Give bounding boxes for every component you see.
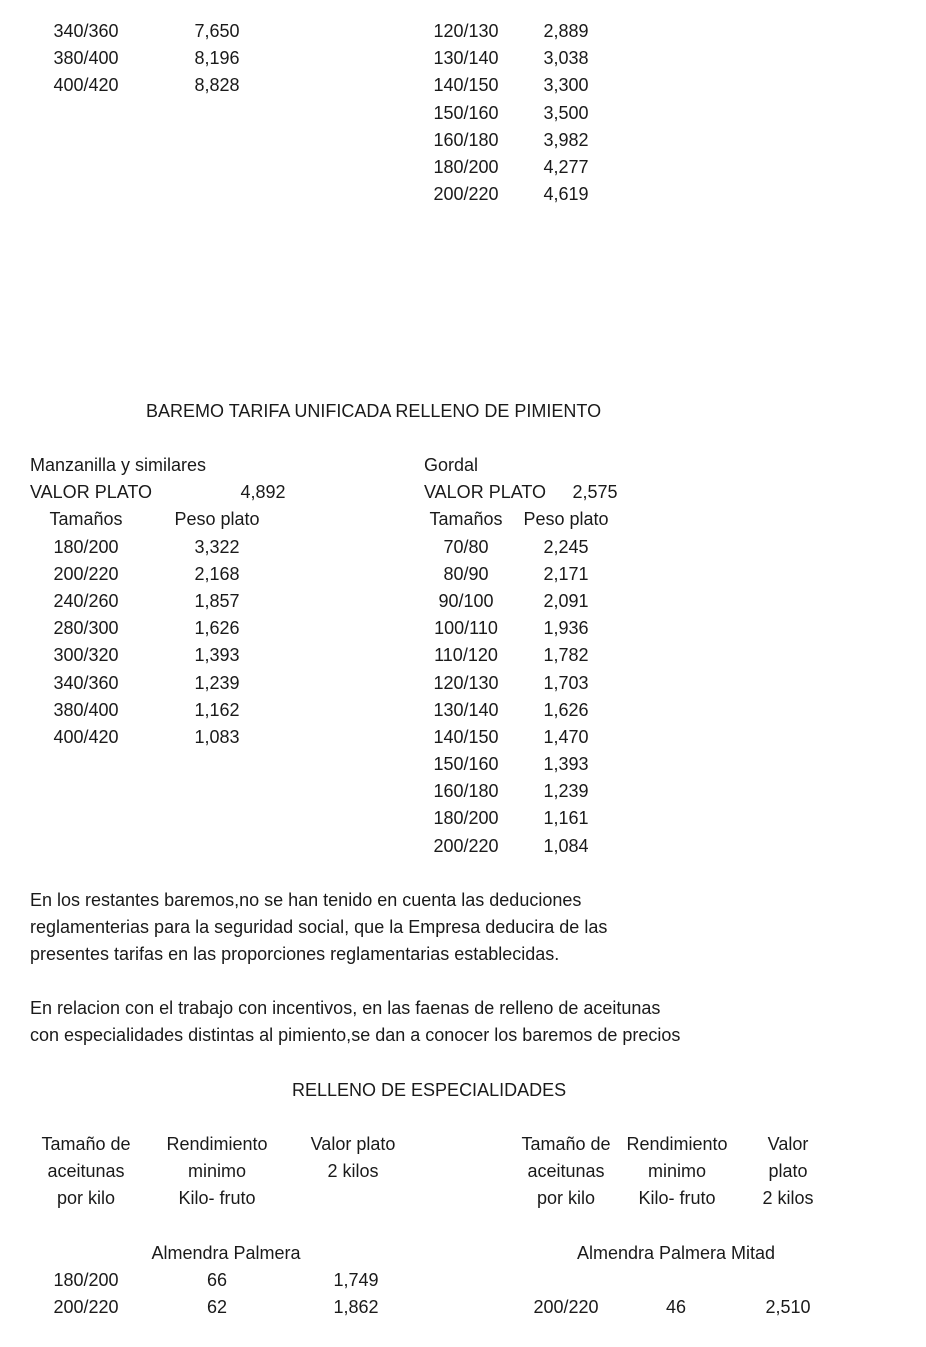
especialidades-title: RELLENO DE ESPECIALIDADES xyxy=(292,1080,567,1100)
value-cell: 4,619 xyxy=(543,184,589,205)
yield-cell: 62 xyxy=(206,1297,228,1318)
value-cell: 2,245 xyxy=(543,536,589,557)
size-cell: 280/300 xyxy=(53,618,119,639)
table-row xyxy=(0,534,700,561)
value-cell: 8,828 xyxy=(194,75,240,96)
valor-label: VALOR PLATO xyxy=(30,482,153,503)
value-header: plato xyxy=(768,1161,808,1182)
top-right-table xyxy=(0,18,700,208)
table-row xyxy=(0,588,700,615)
value-cell: 2,091 xyxy=(543,590,589,611)
valor-row xyxy=(0,479,700,506)
size-cell: 180/200 xyxy=(433,156,499,177)
valor-label: VALOR PLATO xyxy=(424,482,547,503)
value-cell: 1,749 xyxy=(333,1270,379,1291)
size-cell: 130/140 xyxy=(433,699,499,720)
value-cell: 1,084 xyxy=(543,835,589,856)
table-row xyxy=(0,833,700,860)
yield-header: minimo xyxy=(647,1161,706,1182)
size-cell: 110/120 xyxy=(434,645,498,666)
value-cell: 2,168 xyxy=(194,563,240,584)
value-header: Valor plato xyxy=(310,1134,396,1154)
size-cell: 340/360 xyxy=(53,672,119,693)
table-row xyxy=(0,642,700,669)
header-row xyxy=(0,1185,880,1212)
size-header: aceitunas xyxy=(47,1161,125,1182)
size-cell: 150/160 xyxy=(433,102,499,123)
size-cell: 150/160 xyxy=(433,754,499,775)
table-row xyxy=(0,154,700,181)
value-cell: 1,162 xyxy=(194,699,240,720)
value-cell: 1,703 xyxy=(543,672,589,693)
size-cell: 200/220 xyxy=(533,1297,599,1318)
paragraph-line: En los restantes baremos,no se han tenido en cuenta las deduciones xyxy=(30,890,582,910)
size-cell: 80/90 xyxy=(443,563,489,584)
value-cell: 3,038 xyxy=(543,48,589,69)
value-cell: 1,083 xyxy=(194,726,240,747)
table-row xyxy=(0,778,700,805)
value-cell: 1,626 xyxy=(543,699,589,720)
table-row xyxy=(0,670,700,697)
paragraph-incentives xyxy=(30,995,890,1049)
size-cell: 100/110 xyxy=(434,618,498,639)
value-cell: 3,300 xyxy=(543,75,589,96)
table-row xyxy=(0,1267,880,1294)
table-row xyxy=(0,181,700,208)
value-cell: 1,393 xyxy=(194,645,240,666)
table-row xyxy=(0,561,700,588)
yield-header: minimo xyxy=(187,1161,246,1182)
table-row xyxy=(0,18,700,45)
value-cell: 3,982 xyxy=(543,129,589,150)
size-cell: 140/150 xyxy=(433,726,499,747)
value-cell: 2,510 xyxy=(765,1297,811,1318)
value-header: Valor xyxy=(767,1134,809,1154)
variety-name: Manzanilla y similares xyxy=(30,455,207,475)
weight-header: Peso plato xyxy=(523,509,609,530)
size-cell: 300/320 xyxy=(53,645,119,666)
size-cell: 180/200 xyxy=(433,808,499,829)
paragraph-line: presentes tarifas en las proporciones reglamentarias establecidas. xyxy=(30,944,560,965)
value-cell: 8,196 xyxy=(194,48,240,69)
valor-value: 4,892 xyxy=(240,482,286,503)
variety-row xyxy=(0,452,700,479)
size-cell: 240/260 xyxy=(53,590,119,611)
paragraph-line: En relacion con el trabajo con incentivos, en las faenas de relleno de aceitunas xyxy=(30,998,661,1018)
value-cell: 1,862 xyxy=(333,1297,379,1318)
value-cell: 1,239 xyxy=(194,672,240,693)
paragraph-deductions xyxy=(30,887,890,969)
size-cell: 160/180 xyxy=(433,781,499,802)
size-cell: 380/400 xyxy=(53,699,119,720)
yield-header: Rendimiento xyxy=(166,1134,268,1154)
size-header: Tamaños xyxy=(429,509,503,530)
yield-header: Kilo- fruto xyxy=(638,1188,716,1209)
size-cell: 90/100 xyxy=(438,590,494,611)
table-row xyxy=(0,697,700,724)
table-row xyxy=(0,72,700,99)
value-cell: 1,936 xyxy=(543,618,589,639)
table-row xyxy=(0,751,700,778)
size-cell: 70/80 xyxy=(443,536,489,557)
value-cell: 3,500 xyxy=(543,102,589,123)
size-cell: 200/220 xyxy=(53,1297,119,1318)
size-cell: 180/200 xyxy=(53,536,119,557)
size-cell: 120/130 xyxy=(433,21,499,41)
size-header: por kilo xyxy=(56,1188,116,1209)
value-cell: 1,470 xyxy=(543,726,589,747)
size-cell: 200/220 xyxy=(53,563,119,584)
variety-name: Almendra Palmera xyxy=(151,1243,301,1263)
pimiento-title: BAREMO TARIFA UNIFICADA RELLENO DE PIMIENTO xyxy=(146,401,602,421)
size-cell: 400/420 xyxy=(53,726,119,747)
paragraph-line: con especialidades distintas al pimiento,se dan a conocer los baremos de precios xyxy=(30,1025,681,1046)
table-row xyxy=(0,100,700,127)
yield-header: Rendimiento xyxy=(626,1134,728,1154)
yield-header: Kilo- fruto xyxy=(178,1188,256,1209)
size-cell: 400/420 xyxy=(53,75,119,96)
size-header: Tamaño de xyxy=(41,1134,131,1154)
yield-cell: 46 xyxy=(665,1297,687,1318)
header-row xyxy=(0,1158,880,1185)
value-cell: 1,239 xyxy=(543,781,589,802)
table-row xyxy=(0,45,700,72)
value-cell: 1,626 xyxy=(194,618,240,639)
size-header: aceitunas xyxy=(527,1161,605,1182)
value-header: 2 kilos xyxy=(327,1161,379,1182)
value-header: 2 kilos xyxy=(762,1188,814,1209)
size-header: Tamaño de xyxy=(521,1134,611,1154)
value-cell: 7,650 xyxy=(194,21,240,41)
size-header: Tamaños xyxy=(49,509,123,530)
header-row xyxy=(0,1131,880,1158)
header-row xyxy=(0,506,700,533)
table-row xyxy=(0,1294,880,1321)
variety-name: Almendra Palmera Mitad xyxy=(576,1243,776,1263)
value-cell: 4,277 xyxy=(543,156,589,177)
weight-header: Peso plato xyxy=(174,509,260,530)
value-cell: 2,171 xyxy=(543,563,589,584)
size-cell: 140/150 xyxy=(433,75,499,96)
table-row xyxy=(0,805,700,832)
size-cell: 380/400 xyxy=(53,48,119,69)
value-cell: 1,782 xyxy=(543,645,589,666)
size-cell: 340/360 xyxy=(53,21,119,41)
value-cell: 2,889 xyxy=(543,21,589,41)
especialidades-right-headers xyxy=(0,1131,880,1213)
gordal-block xyxy=(0,452,700,860)
size-cell: 160/180 xyxy=(433,129,499,150)
size-cell: 130/140 xyxy=(433,48,499,69)
table-row xyxy=(0,724,700,751)
value-cell: 3,322 xyxy=(194,536,240,557)
size-cell: 200/220 xyxy=(433,184,499,205)
size-cell: 180/200 xyxy=(53,1270,119,1291)
variety-row xyxy=(0,1240,880,1267)
value-cell: 1,393 xyxy=(543,754,589,775)
valor-value: 2,575 xyxy=(572,482,618,503)
variety-name: Gordal xyxy=(424,455,479,475)
almendra-palmera-mitad-block xyxy=(0,1240,880,1322)
paragraph-line: reglamenterias para la seguridad social, que la Empresa deducira de las xyxy=(30,917,608,938)
value-cell: 1,161 xyxy=(543,808,589,829)
size-header: por kilo xyxy=(536,1188,596,1209)
value-cell: 1,857 xyxy=(194,590,240,611)
size-cell: 200/220 xyxy=(433,835,499,856)
yield-cell: 66 xyxy=(206,1270,228,1291)
size-cell: 120/130 xyxy=(433,672,499,693)
table-row xyxy=(0,127,700,154)
table-row xyxy=(0,615,700,642)
